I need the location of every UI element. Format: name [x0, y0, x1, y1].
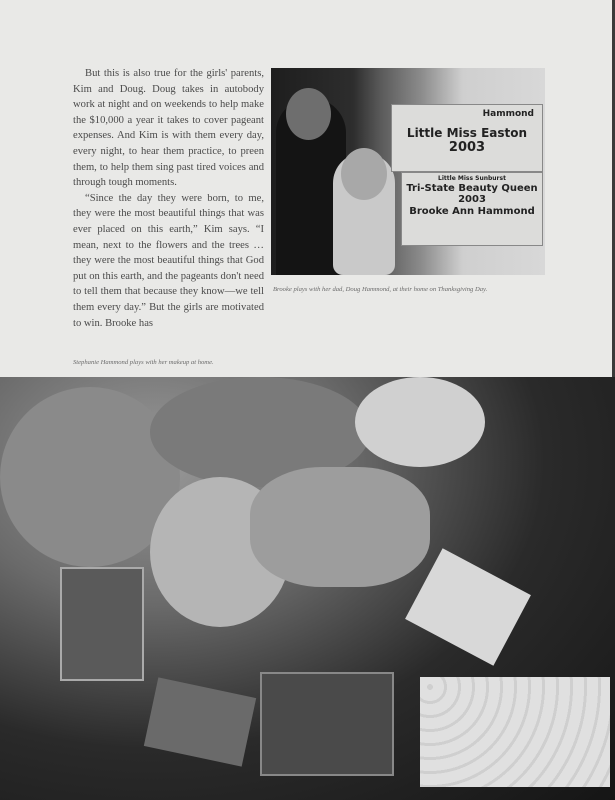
photo-eyeshadow-palette	[144, 677, 256, 766]
photo-figure-dad-head	[286, 88, 331, 140]
photo-caption-bottom: Stephanie Hammond plays with her makeup at home.	[73, 359, 214, 366]
sign-text: 2003	[458, 194, 486, 206]
photo-figure-girl-head	[341, 148, 387, 200]
photo-plush	[355, 377, 485, 467]
sign-text: Brooke Ann Hammond	[409, 205, 535, 217]
sign-text: Hammond	[482, 109, 534, 119]
pageant-sign-little-miss-easton	[391, 104, 543, 172]
photo-makeup-case	[60, 567, 144, 681]
sign-text: Little Miss Sunburst	[438, 175, 506, 182]
sign-text: Little Miss Easton	[406, 126, 528, 141]
sign-text: 2003	[448, 140, 486, 156]
sign-text: Tri-State Beauty Queen	[406, 182, 538, 194]
paragraph: “Since the day they were born, to me, they were the most beautiful things that was ever placed on this earth,” Kim says. “I mean, next to the flowers and the trees … they were the most beautiful things that God put on this earth, and the pageants don't need to tell them that because they know—we tell them every day.” But the girls are motivated to win. Brooke has	[73, 192, 264, 329]
article-body	[73, 66, 264, 331]
photo-polka-dot-fabric	[420, 677, 610, 787]
photo-brooke-and-dad	[271, 68, 545, 275]
photo-compact	[405, 548, 531, 666]
pageant-sign-tri-state	[401, 172, 543, 246]
photo-girl-body	[250, 467, 430, 587]
paragraph: But this is also true for the girls' parents, Kim and Doug. Doug takes in autobody work at night and on weekends to help make the $10,000 a year it takes to cover pageant expenses. And Kim is with them every day, every night, to hear them practice, to preen them, to help them sing past tired voices and through tough moments.	[73, 68, 264, 189]
photo-makeup-tray	[260, 672, 394, 776]
photo-caption-top: Brooke plays with her dad, Doug Hammond, at their home on Thanksgiving Day.	[273, 286, 488, 293]
photo-stephanie-makeup	[0, 377, 615, 800]
